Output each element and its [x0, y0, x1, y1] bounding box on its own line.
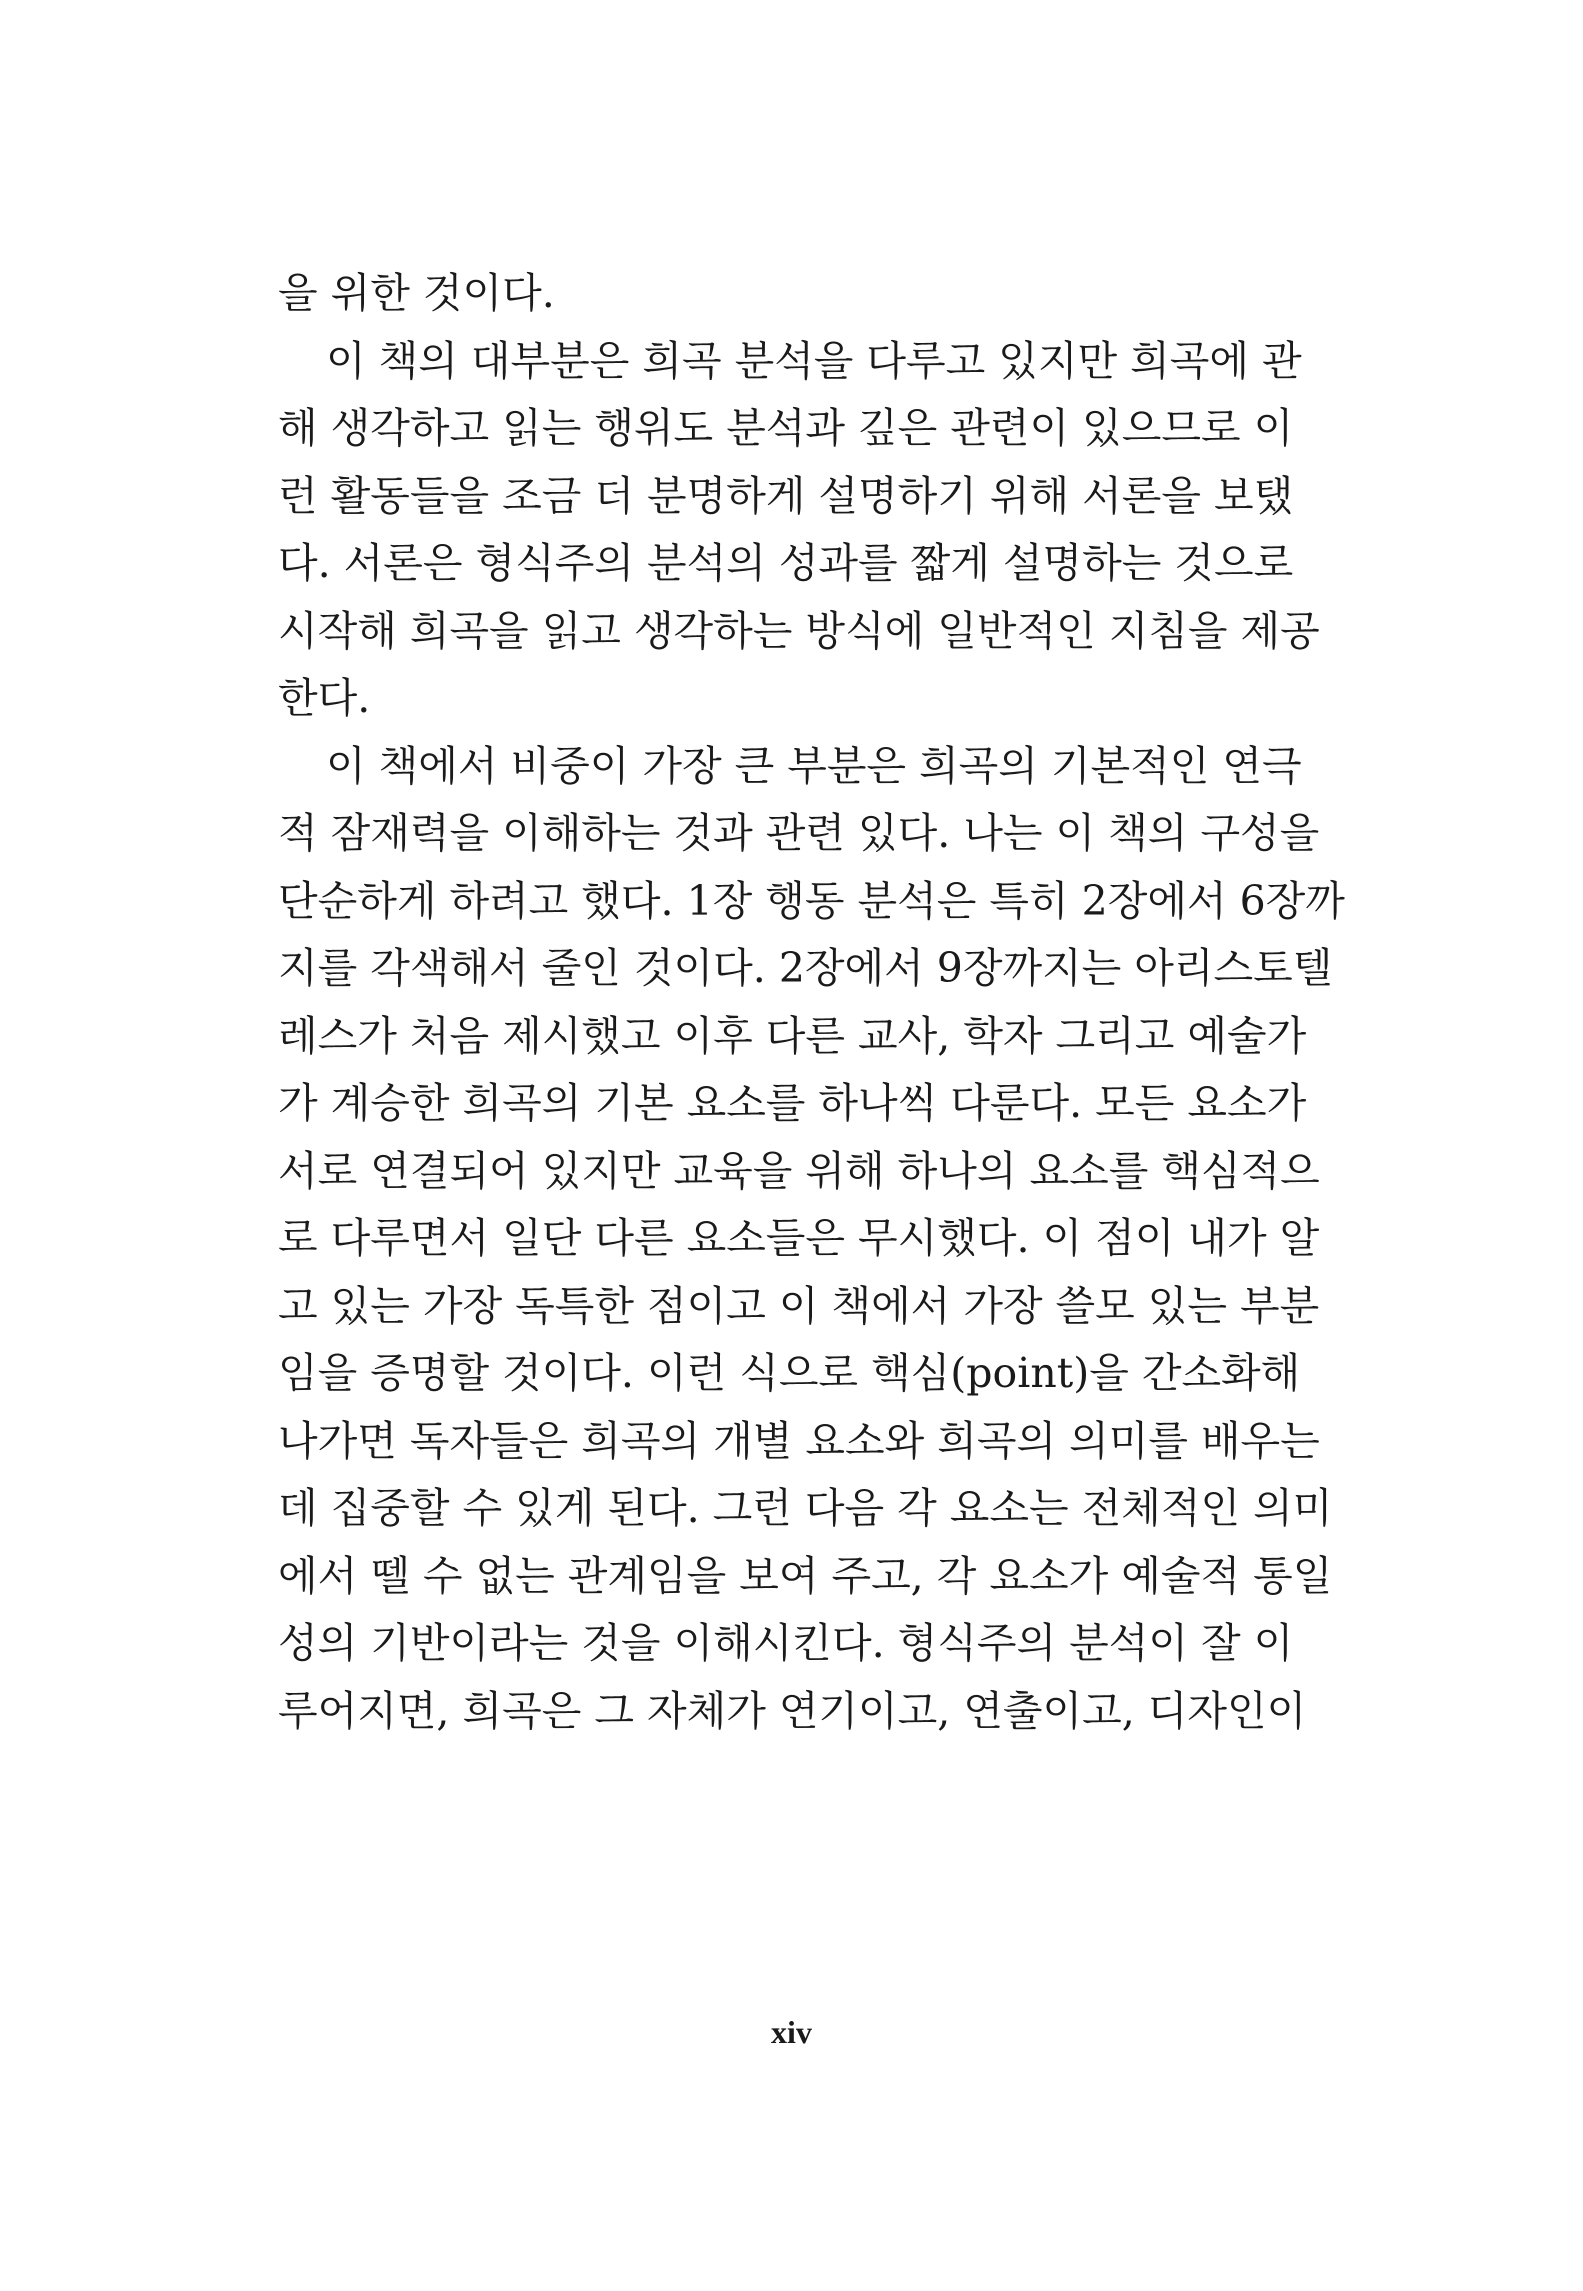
text-line: 데 집중할 수 있게 된다. 그런 다음 각 요소는 전체적인 의미 [278, 1484, 1333, 1532]
text-line: 루어지면, 희곡은 그 자체가 연기이고, 연출이고, 디자인이 [278, 1686, 1307, 1735]
text-line: 가 계승한 희곡의 기본 요소를 하나씩 다룬다. 모든 요소가 [278, 1079, 1307, 1127]
text-line: 서로 연결되어 있지만 교육을 위해 하나의 요소를 핵심적으 [278, 1146, 1320, 1195]
text-line: 단순하게 하려고 했다. 1장 행동 분석은 특히 2장에서 6장까 [278, 876, 1345, 925]
text-line: 런 활동들을 조금 더 분명하게 설명하기 위해 서론을 보탰 [278, 471, 1294, 520]
text-line: 레스가 처음 제시했고 이후 다른 교사, 학자 그리고 예술가 [278, 1011, 1307, 1060]
text-line: 임을 증명할 것이다. 이런 식으로 핵심(point)을 간소화해 [278, 1349, 1301, 1397]
text-line: 을 위한 것이다. [278, 269, 555, 317]
text-line: 나가면 독자들은 희곡의 개별 요소와 희곡의 의미를 배우는 [278, 1416, 1320, 1465]
text-line: 이 책에서 비중이 가장 큰 부분은 희곡의 기본적인 연극 [326, 741, 1302, 790]
text-line: 지를 각색해서 줄인 것이다. 2장에서 9장까지는 아리스토텔 [278, 944, 1333, 992]
text-line: 고 있는 가장 독특한 점이고 이 책에서 가장 쓸모 있는 부분 [278, 1281, 1320, 1330]
text-line: 해 생각하고 읽는 행위도 분석과 깊은 관련이 있으므로 이 [278, 404, 1294, 452]
text-line: 다. 서론은 형식주의 분석의 성과를 짧게 설명하는 것으로 [278, 539, 1294, 587]
page-body-text [278, 260, 1345, 1745]
text-line: 한다. [278, 674, 371, 722]
text-line: 시작해 희곡을 읽고 생각하는 방식에 일반적인 지침을 제공 [278, 606, 1320, 655]
text-line: 성의 기반이라는 것을 이해시킨다. 형식주의 분석이 잘 이 [278, 1619, 1294, 1667]
text-line: 로 다루면서 일단 다른 요소들은 무시했다. 이 점이 내가 알 [278, 1214, 1320, 1262]
text-line: 이 책의 대부분은 희곡 분석을 다루고 있지만 희곡에 관 [326, 336, 1302, 385]
text-line: 적 잠재력을 이해하는 것과 관련 있다. 나는 이 책의 구성을 [278, 809, 1320, 857]
text-line: 에서 뗄 수 없는 관계임을 보여 주고, 각 요소가 예술적 통일 [278, 1551, 1333, 1600]
page-number: xiv [771, 2014, 812, 2050]
